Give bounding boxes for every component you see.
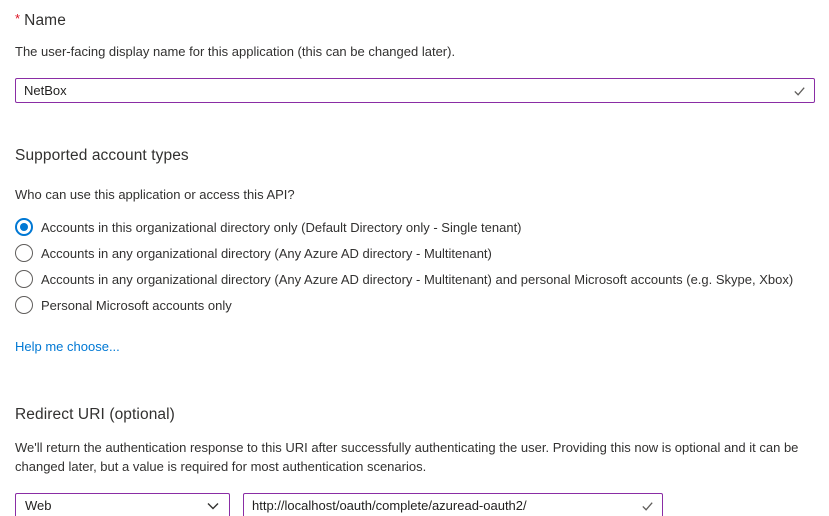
radio-single-tenant[interactable] (15, 214, 815, 240)
account-types-question: Who can use this application or access this API? (15, 187, 295, 202)
redirect-uri-input-wrap (243, 493, 663, 516)
name-field-label (15, 11, 815, 30)
radio-label: Accounts in any organizational directory (Any Azure AD directory - Multitenant) and personal Microsoft accounts (e.g. Skype, Xbox) (41, 271, 794, 287)
radio-button-icon[interactable] (15, 218, 33, 236)
required-asterisk: * (15, 11, 21, 26)
name-field-description: The user-facing display name for this application (this can be changed later). (15, 44, 456, 59)
radio-multitenant-personal[interactable] (15, 266, 815, 292)
chevron-down-icon (205, 498, 221, 514)
name-input[interactable] (15, 78, 815, 103)
radio-multitenant[interactable] (15, 240, 815, 266)
name-label-text: Name (24, 12, 66, 29)
valid-check-icon (640, 498, 655, 513)
radio-label: Personal Microsoft accounts only (41, 297, 232, 313)
platform-select-dropdown[interactable] (15, 493, 230, 516)
radio-button-icon[interactable] (15, 296, 33, 314)
radio-personal-only[interactable] (15, 292, 815, 318)
platform-select-value: Web (25, 498, 52, 513)
radio-button-icon[interactable] (15, 270, 33, 288)
help-me-choose-link[interactable]: Help me choose... (15, 339, 120, 354)
valid-check-icon (792, 83, 807, 98)
redirect-uri-input[interactable] (243, 493, 663, 516)
radio-label: Accounts in this organizational directory only (Default Directory only - Single tenant) (41, 219, 522, 235)
radio-button-icon[interactable] (15, 244, 33, 262)
redirect-uri-title: Redirect URI (optional) (15, 406, 175, 423)
name-input-wrap (15, 78, 815, 103)
account-types-radio-group (15, 214, 815, 318)
redirect-uri-row (15, 493, 815, 516)
radio-label: Accounts in any organizational directory (Any Azure AD directory - Multitenant) (41, 245, 492, 261)
redirect-uri-description: We'll return the authentication response to this URI after successfully authenticating the user. Providing this now is optional and it can be changed later, but a value is required for most authentication scenarios. (15, 440, 799, 474)
supported-account-types-title: Supported account types (15, 147, 189, 164)
